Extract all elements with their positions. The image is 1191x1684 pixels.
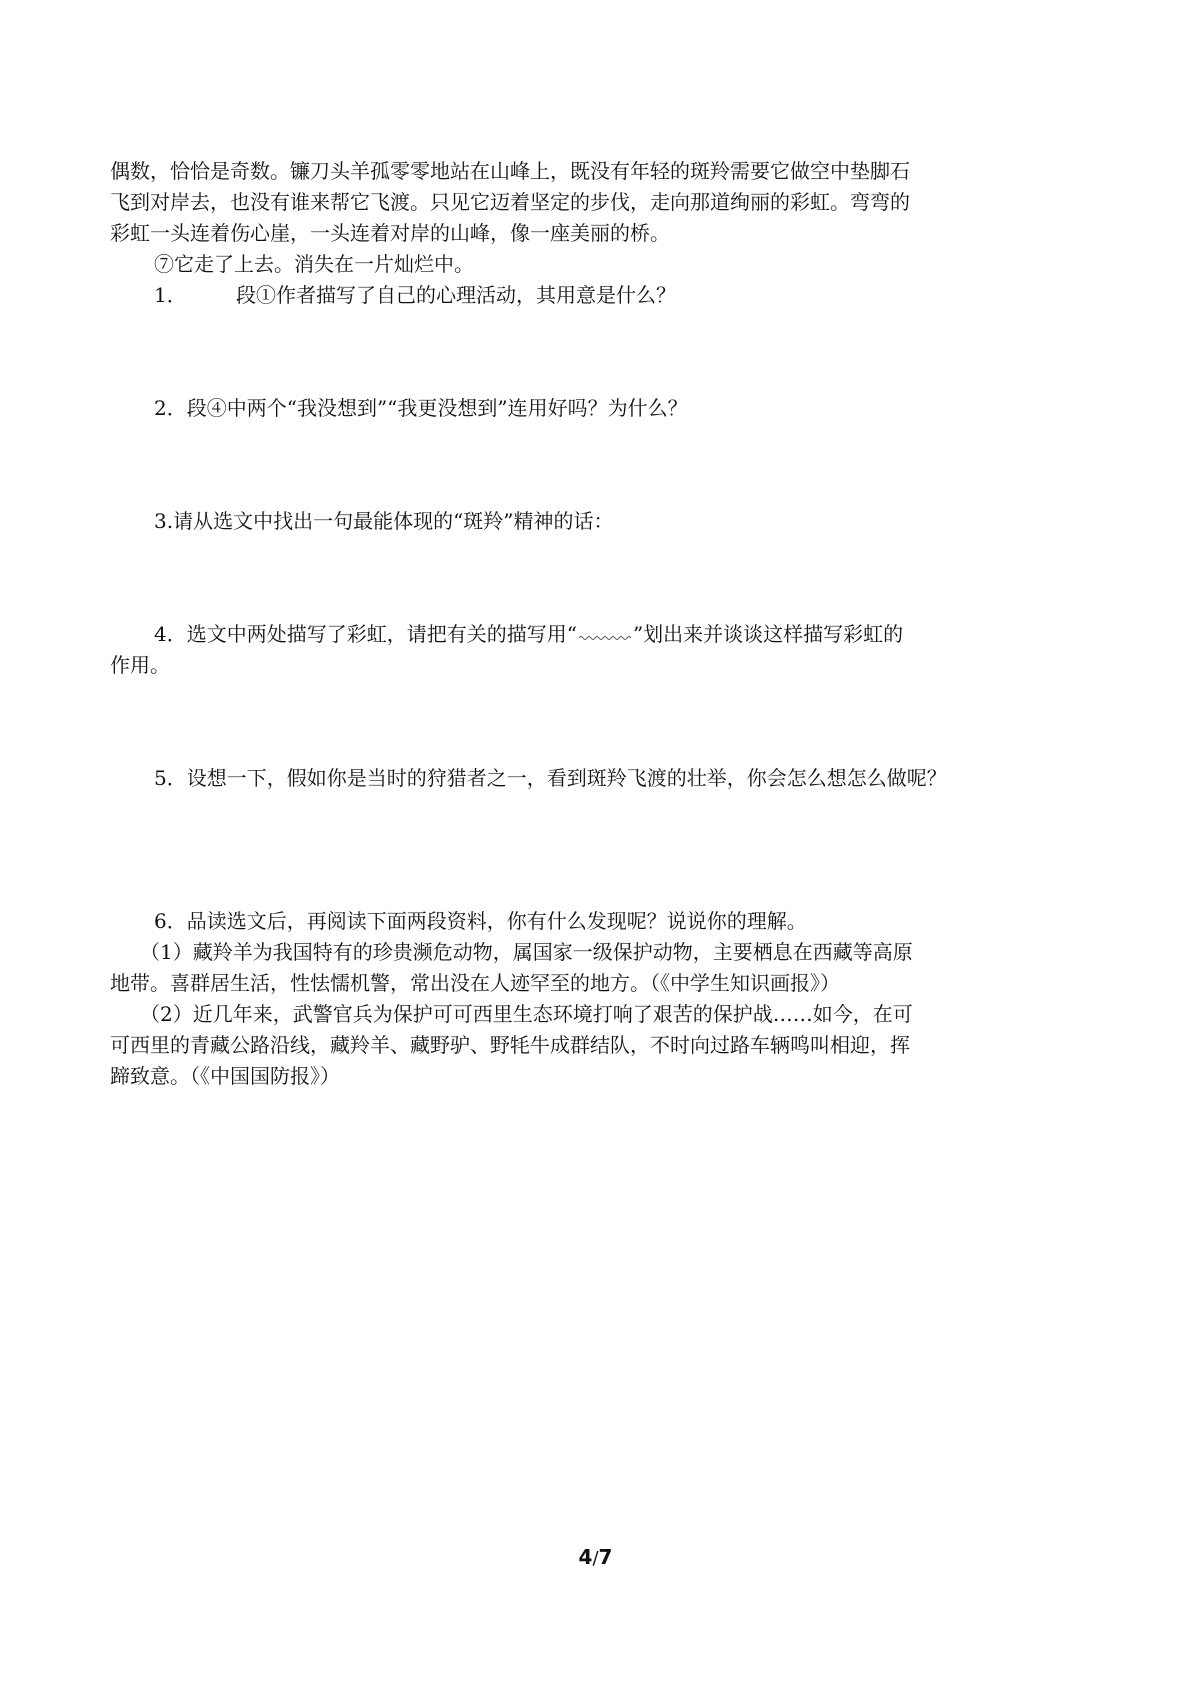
- question-5: 5．设想一下，假如你是当时的狩猎者之一，看到斑羚飞渡的壮举，你会怎么想怎么做呢？: [154, 766, 947, 790]
- answer-space-1: [110, 311, 1080, 393]
- question-4-line-2: 作用。: [110, 653, 170, 677]
- question-4-text-before: 4．选文中两处描写了彩虹，请把有关的描写用“: [154, 622, 577, 646]
- page-content: [110, 156, 1080, 1092]
- question-3: 3.请从选文中找出一句最能体现的“斑羚”精神的话：: [154, 509, 614, 533]
- page-current: 4: [578, 1545, 593, 1569]
- question-1-text: 段①作者描写了自己的心理活动，其用意是什么？: [236, 283, 676, 307]
- answer-space-4: [110, 681, 1080, 763]
- question-4: [110, 619, 1080, 650]
- wavy-underline-icon: [577, 621, 633, 641]
- page-total: 7: [598, 1545, 613, 1569]
- question-1: [110, 280, 1080, 311]
- question-6: 6．品读选文后，再阅读下面两段资料，你有什么发现呢？说说你的理解。: [154, 909, 807, 933]
- page-number: [0, 1545, 1191, 1569]
- page-separator: /: [592, 1548, 599, 1569]
- passage-paragraph-7: ⑦它走了上去。消失在一片灿烂中。: [154, 252, 474, 276]
- material-2-line-3: 蹄致意。（《中国国防报》）: [110, 1064, 340, 1088]
- passage-line-1: 偶数，恰恰是奇数。镰刀头羊孤零零地站在山峰上，既没有年轻的斑羚需要它做空中垫脚石: [110, 159, 910, 183]
- material-2-line-2: 可西里的青藏公路沿线，藏羚羊、藏野驴、野牦牛成群结队，不时向过路车辆鸣叫相迎，挥: [110, 1033, 910, 1057]
- material-2-line-1: （2）近几年来，武警官兵为保护可可西里生态环境打响了艰苦的保护战……如今，在可: [140, 1002, 913, 1026]
- answer-space-5: [110, 794, 1080, 906]
- question-1-number: 1．: [154, 283, 187, 307]
- answer-space-3: [110, 537, 1080, 619]
- answer-space-2: [110, 424, 1080, 506]
- material-1-line-2: 地带。喜群居生活，性怯懦机警，常出没在人迹罕至的地方。（《中学生知识画报》）: [110, 971, 840, 995]
- question-2: 2．段④中两个“我没想到”“我更没想到”连用好吗？为什么？: [154, 396, 688, 420]
- passage-line-2: 飞到对岸去，也没有谁来帮它飞渡。只见它迈着坚定的步伐，走向那道绚丽的彩虹。弯弯的: [110, 190, 910, 214]
- question-4-text-after: ”划出来并谈谈这样描写彩虹的: [632, 622, 904, 646]
- passage-line-3: 彩虹一头连着伤心崖，一头连着对岸的山峰，像一座美丽的桥。: [110, 221, 670, 245]
- material-1-line-1: （1）藏羚羊为我国特有的珍贵濒危动物，属国家一级保护动物，主要栖息在西藏等高原: [140, 940, 913, 964]
